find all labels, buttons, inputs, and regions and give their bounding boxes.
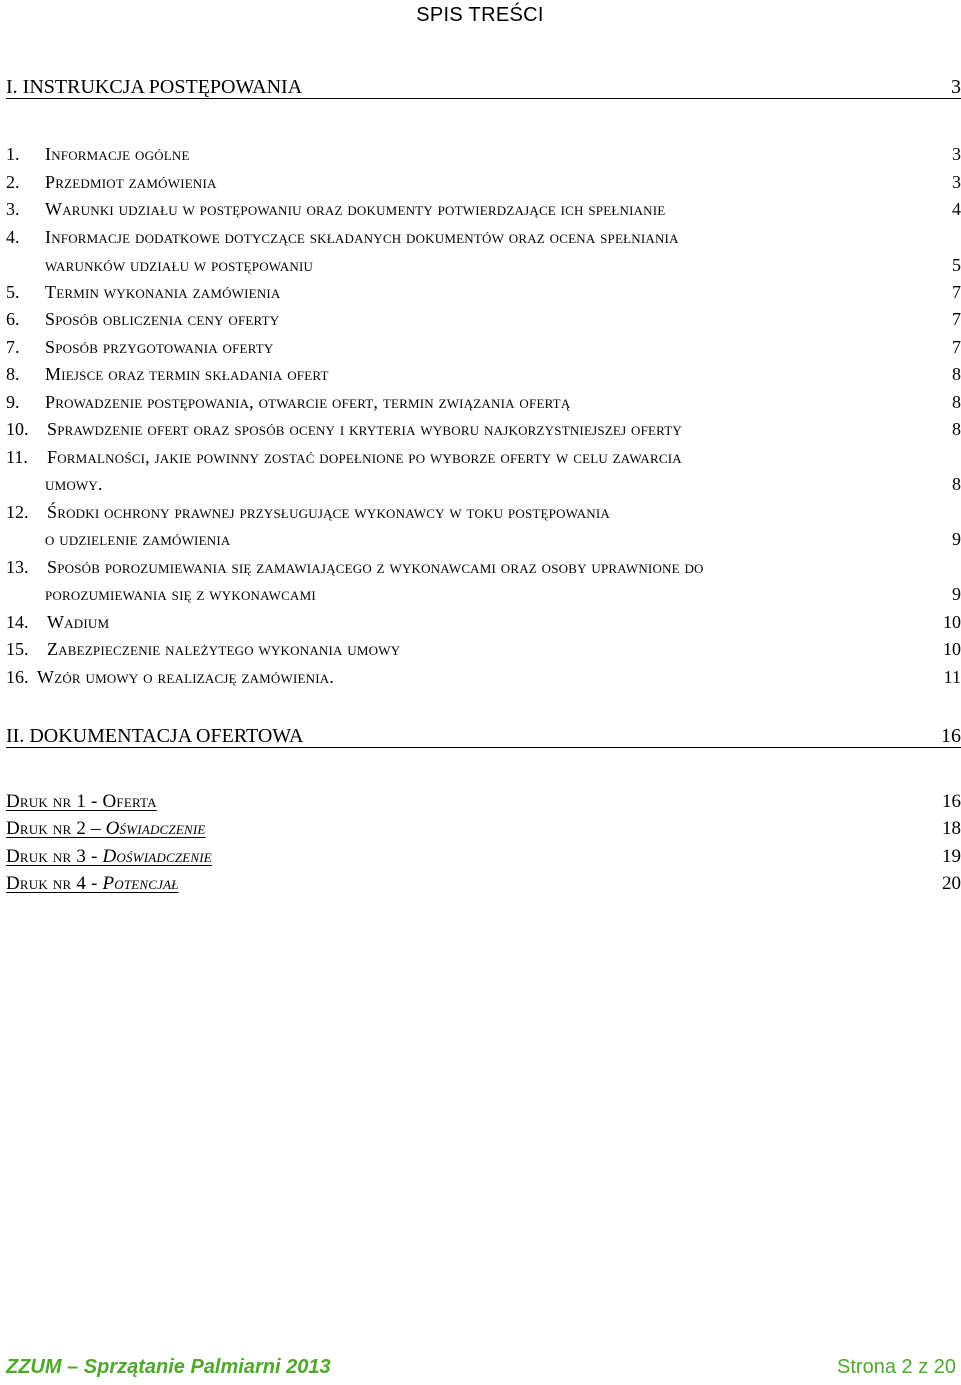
toc-number: 11. <box>6 447 28 467</box>
form-name: Oferta <box>102 791 157 812</box>
toc-entry-8[interactable] <box>6 357 961 385</box>
form-prefix: Druk nr 4 - <box>6 873 103 894</box>
toc-page: 8 <box>952 364 961 384</box>
toc-form-4[interactable] <box>6 869 961 895</box>
toc-title: Informacje dodatkowe dotyczące składanych dokumentów oraz ocena spełniania <box>45 227 679 247</box>
toc-page: 8 <box>952 392 961 412</box>
form-prefix: Druk nr 2 – <box>6 818 106 839</box>
toc-entry-5[interactable] <box>6 275 961 303</box>
toc-entry-14[interactable] <box>6 605 961 633</box>
toc-title: Termin wykonania zamówienia <box>45 282 281 302</box>
toc-title-cont: o udzielenie zamówienia <box>45 529 231 549</box>
section-page: 3 <box>951 76 961 98</box>
toc-title: Formalności, jakie powinny zostać dopełnione po wyborze oferty w celu zawarcia <box>47 447 682 467</box>
toc-title: Warunki udziału w postępowaniu oraz dokumenty potwierdzające ich spełnianie <box>45 199 666 219</box>
toc-page: 4 <box>952 199 961 219</box>
form-prefix: Druk nr 3 - <box>6 846 103 867</box>
toc-page: 7 <box>952 337 961 357</box>
toc-title: Wadium <box>47 612 110 632</box>
toc-title: Zabezpieczenie należytego wykonania umowy <box>47 639 401 659</box>
form-prefix: Druk nr 1 - <box>6 791 103 812</box>
toc-number: 14. <box>6 612 29 632</box>
page-footer <box>6 1356 956 1379</box>
toc-entry-13[interactable] <box>6 550 961 578</box>
form-name: Potencjał <box>102 873 179 894</box>
section-label: II. DOKUMENTACJA OFERTOWA <box>6 725 304 747</box>
toc-title: Sposób obliczenia ceny oferty <box>45 309 280 329</box>
footer-document-title: ZZUM – Sprzątanie Palmiarni 2013 <box>6 1356 331 1378</box>
toc-number: 10. <box>6 419 29 439</box>
toc-page: 9 <box>952 529 961 549</box>
toc-title: Miejsce oraz termin składania ofert <box>45 364 329 384</box>
toc-page: 8 <box>952 419 961 439</box>
toc-page: 5 <box>952 255 961 275</box>
toc-entry-4-cont[interactable] <box>6 248 961 276</box>
toc-number: 13. <box>6 557 29 577</box>
toc-number: 6. <box>6 309 20 329</box>
toc-section-instrukcja[interactable] <box>6 76 961 99</box>
toc-page: 8 <box>952 474 961 494</box>
toc-entry-16[interactable] <box>6 660 961 688</box>
toc-entry-11[interactable] <box>6 440 961 468</box>
toc-page: 10 <box>943 612 961 632</box>
form-name: Doświadczenie <box>102 846 212 867</box>
section-label: I. INSTRUKCJA POSTĘPOWANIA <box>6 76 303 98</box>
toc-number: 2. <box>6 172 20 192</box>
toc-form-1[interactable] <box>6 787 961 813</box>
toc-title: Informacje ogólne <box>45 144 190 164</box>
toc-number: 1. <box>6 144 20 164</box>
toc-page: 3 <box>952 172 961 192</box>
toc-entry-12-cont[interactable] <box>6 522 961 550</box>
toc-title: Prowadzenie postępowania, otwarcie ofert, termin związania ofertą <box>45 392 571 412</box>
toc-section-dokumentacja[interactable] <box>6 725 961 748</box>
toc-entry-10[interactable] <box>6 412 961 440</box>
toc-page: 11 <box>943 667 961 687</box>
form-name: Oświadczenie <box>105 818 206 839</box>
toc-title-cont: porozumiewania się z wykonawcami <box>45 584 316 604</box>
toc-entry-12[interactable] <box>6 495 961 523</box>
toc-title: Środki ochrony prawnej przysługujące wykonawcy w toku postępowania <box>47 502 610 522</box>
toc-page: 7 <box>952 282 961 302</box>
section-page: 16 <box>941 725 961 747</box>
toc-number: 12. <box>6 502 29 522</box>
form-page: 20 <box>942 873 961 894</box>
footer-page-number: Strona 2 z 20 <box>837 1356 956 1378</box>
page-title: SPIS TREŚCI <box>416 4 544 26</box>
toc-number: 8. <box>6 364 20 384</box>
toc-entry-11-cont[interactable] <box>6 467 961 495</box>
toc-number: 16. <box>6 667 29 687</box>
toc-number: 7. <box>6 337 20 357</box>
toc-number: 4. <box>6 227 20 247</box>
toc-title: Przedmiot zamówienia <box>45 172 217 192</box>
toc-entry-15[interactable] <box>6 632 961 660</box>
toc-number: 3. <box>6 199 20 219</box>
form-page: 18 <box>942 818 961 839</box>
toc-entry-1[interactable] <box>6 137 961 165</box>
toc-entry-4[interactable] <box>6 220 961 248</box>
toc-entry-2[interactable] <box>6 165 961 193</box>
toc-number: 5. <box>6 282 20 302</box>
toc-page: 3 <box>952 144 961 164</box>
toc-entry-3[interactable] <box>6 192 961 220</box>
toc-title: Sposób przygotowania oferty <box>45 337 274 357</box>
toc-entry-9[interactable] <box>6 385 961 413</box>
toc-title-cont: umowy. <box>45 474 103 494</box>
toc-number: 15. <box>6 639 29 659</box>
form-page: 19 <box>942 846 961 867</box>
toc-form-3[interactable] <box>6 842 961 868</box>
toc-title: Sposób porozumiewania się zamawiającego z wykonawcami oraz osoby uprawnione do <box>47 557 704 577</box>
toc-title-cont: warunków udziału w postępowaniu <box>45 255 314 275</box>
form-page: 16 <box>942 791 961 812</box>
toc-page: 9 <box>952 584 961 604</box>
toc-entry-13-cont[interactable] <box>6 577 961 605</box>
toc-title: Sprawdzenie ofert oraz sposób oceny i kryteria wyboru najkorzystniejszej oferty <box>47 419 683 439</box>
toc-number: 9. <box>6 392 20 412</box>
toc-page: 7 <box>952 309 961 329</box>
toc-entry-6[interactable] <box>6 302 961 330</box>
toc-page: 10 <box>943 639 961 659</box>
toc-title: Wzór umowy o realizację zamówienia. <box>37 667 335 687</box>
toc-entry-7[interactable] <box>6 330 961 358</box>
toc-form-2[interactable] <box>6 814 961 840</box>
